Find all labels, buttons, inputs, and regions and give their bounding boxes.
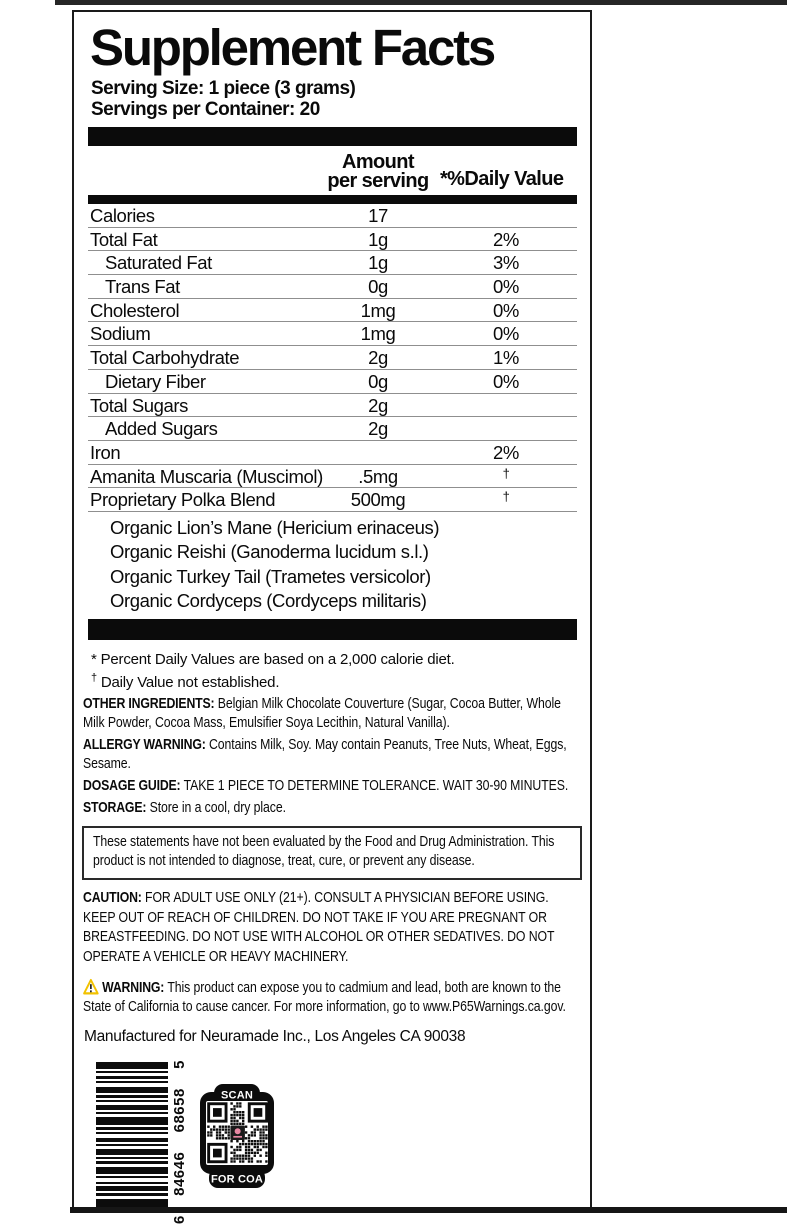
footnote-percent-dv: * Percent Daily Values are based on a 2,000 calorie diet.: [91, 651, 455, 669]
nutrient-amount: 1mg: [360, 323, 396, 345]
nutrient-name: Total Fat: [90, 228, 158, 250]
storage-label: STORAGE:: [83, 800, 147, 817]
supplement-facts-panel: [72, 10, 592, 1224]
nutrient-daily-value: †: [502, 489, 510, 505]
nutrient-name: Total Carbohydrate: [90, 347, 240, 369]
dosage-guide-label: DOSAGE GUIDE:: [83, 778, 181, 795]
other-ingredients-label: OTHER INGREDIENTS:: [83, 696, 215, 713]
amount-per-serving-header: [298, 153, 458, 191]
nutrition-row: [88, 299, 577, 323]
nutrient-daily-value: 0%: [493, 323, 519, 345]
prop65-warning: WARNING: This product can expose you to cadmium and lead, both are known to the State of California to cause cancer. For more information, go to www.P65Warnings.ca.gov.: [83, 979, 566, 1016]
nutrition-row: [88, 417, 577, 441]
warning-label: WARNING:: [102, 979, 165, 996]
nutrition-row: [88, 228, 577, 252]
nutrient-amount: 0g: [368, 276, 388, 298]
allergy-warning: ALLERGY WARNING: Contains Milk, Soy. May contain Peanuts, Tree Nuts, Wheat, Eggs, Sesame.: [83, 737, 567, 773]
nutrient-amount: 1g: [368, 228, 388, 250]
nutrient-daily-value: 0%: [493, 299, 519, 321]
fda-disclaimer-text: These statements have not been evaluated by the Food and Drug Administration. This product is not intended to diagnose, treat, cure, or prevent any disease.: [93, 834, 555, 870]
nutrient-amount: 2g: [368, 347, 388, 369]
allergy-warning-label: ALLERGY WARNING:: [83, 737, 206, 754]
nutrient-amount: 2g: [368, 418, 388, 440]
nutrient-amount: 0g: [368, 370, 388, 392]
footnote-dv-not-established: † Daily Value not established.: [91, 672, 280, 692]
nutrient-name: Trans Fat: [105, 276, 180, 298]
nutrition-row: [88, 204, 577, 228]
nutrient-name: Iron: [90, 441, 121, 463]
upc-barcode: [96, 1062, 168, 1214]
nutrient-amount: 1g: [368, 252, 388, 274]
nutrient-daily-value: 3%: [493, 252, 519, 274]
dosage-guide: DOSAGE GUIDE: TAKE 1 PIECE TO DETERMINE TOLERANCE. WAIT 30-90 MINUTES.: [83, 778, 569, 795]
nutrient-amount: 500mg: [350, 489, 406, 511]
nutrient-daily-value: 0%: [493, 276, 519, 298]
nutrient-name: Total Sugars: [90, 394, 189, 416]
nutrient-amount: 17: [368, 205, 388, 226]
nutrient-name: Sodium: [90, 323, 151, 345]
upc-digits: [170, 1060, 188, 1224]
nutrient-daily-value: 1%: [493, 347, 519, 369]
nutrient-name: Amanita Muscaria (Muscimol): [90, 465, 323, 487]
other-ingredients: OTHER INGREDIENTS: Belgian Milk Chocolate Couverture (Sugar, Cocoa Butter, Whole Milk Powder, Cocoa Mass, Emulsifier Soya Lecithin, Natural Vanilla).: [83, 696, 561, 732]
nutrient-amount: .5mg: [358, 465, 398, 487]
serving-size-line: Serving Size: 1 piece (3 grams): [91, 78, 356, 99]
nutrition-row: [88, 346, 577, 370]
divider-thick-top: [88, 127, 577, 146]
qr-top-label: SCAN: [221, 1089, 253, 1102]
nutrient-name: Proprietary Polka Blend: [90, 489, 276, 511]
panel-title: Supplement Facts: [90, 19, 495, 76]
nutrient-daily-value: 2%: [493, 228, 519, 250]
qr-code-badge: [196, 1084, 278, 1188]
nutrition-table: [88, 204, 577, 512]
amount-header-line2: per serving: [327, 170, 429, 192]
nutrient-name: Saturated Fat: [105, 252, 212, 274]
table-header: [88, 146, 577, 195]
nutrient-name: Added Sugars: [105, 418, 218, 440]
nutrient-amount: 1mg: [360, 299, 396, 321]
storage: STORAGE: Store in a cool, dry place.: [83, 800, 286, 817]
blend-ingredient: Organic Reishi (Ganoderma lucidum s.l.): [110, 541, 429, 563]
upc-end-digit: 5: [170, 1059, 188, 1069]
nutrition-row: [88, 275, 577, 299]
manufacturer-line: Manufactured for Neuramade Inc., Los Angeles CA 90038: [84, 1027, 466, 1045]
footnotes: [91, 650, 582, 692]
codes-row: [82, 1054, 582, 1222]
qr-bottom-label: FOR COA: [210, 1173, 264, 1186]
nutrient-daily-value: 2%: [493, 441, 519, 463]
nutrition-row: [88, 370, 577, 394]
blend-ingredient: Organic Cordyceps (Cordyceps militaris): [110, 589, 427, 611]
nutrient-name: Cholesterol: [90, 299, 180, 321]
divider-thick-bottom: [88, 619, 577, 640]
nutrient-daily-value: †: [502, 465, 510, 481]
blend-ingredient: Organic Lion’s Mane (Hericium erinaceus): [110, 516, 440, 538]
upc-lead-digit: 6: [170, 1214, 188, 1224]
divider-medium: [88, 195, 577, 204]
caution-statement: CAUTION: FOR ADULT USE ONLY (21+). CONSULT A PHYSICIAN BEFORE USING. KEEP OUT OF REACH OF CHILDREN. DO NOT TAKE IF YOU ARE PREGNANT OR BREASTFEEDING. DO NOT USE WITH ALCOHOL OR OTHER SEDATIVES. DO NOT OPERATE A VEHICLE OR HEAVY MACHINERY.: [83, 890, 555, 965]
nutrient-amount: 2g: [368, 394, 388, 416]
amount-header-line1: Amount: [342, 151, 414, 173]
nutrition-row: [88, 488, 577, 512]
nutrition-row: [88, 322, 577, 346]
photo-edge-bottom: [70, 1207, 787, 1213]
blend-ingredient-list: [110, 516, 582, 613]
nutrition-row: [88, 251, 577, 275]
nutrient-name: Dietary Fiber: [105, 370, 206, 392]
caution-label: CAUTION:: [83, 890, 142, 907]
fda-disclaimer-box: [82, 826, 582, 880]
photo-edge-top: [55, 0, 787, 5]
nutrient-daily-value: 0%: [493, 370, 519, 392]
nutrient-name: Calories: [90, 205, 155, 226]
nutrition-row: [88, 394, 577, 418]
blend-ingredient: Organic Turkey Tail (Trametes versicolor): [110, 565, 431, 587]
dagger-symbol: †: [91, 672, 97, 685]
warning-triangle-icon: [83, 978, 99, 995]
upc-group2: 68658: [170, 1087, 188, 1133]
upc-group1: 84646: [170, 1151, 188, 1196]
servings-per-container-line: Servings per Container: 20: [91, 99, 320, 120]
daily-value-header: *%Daily Value: [440, 168, 564, 190]
